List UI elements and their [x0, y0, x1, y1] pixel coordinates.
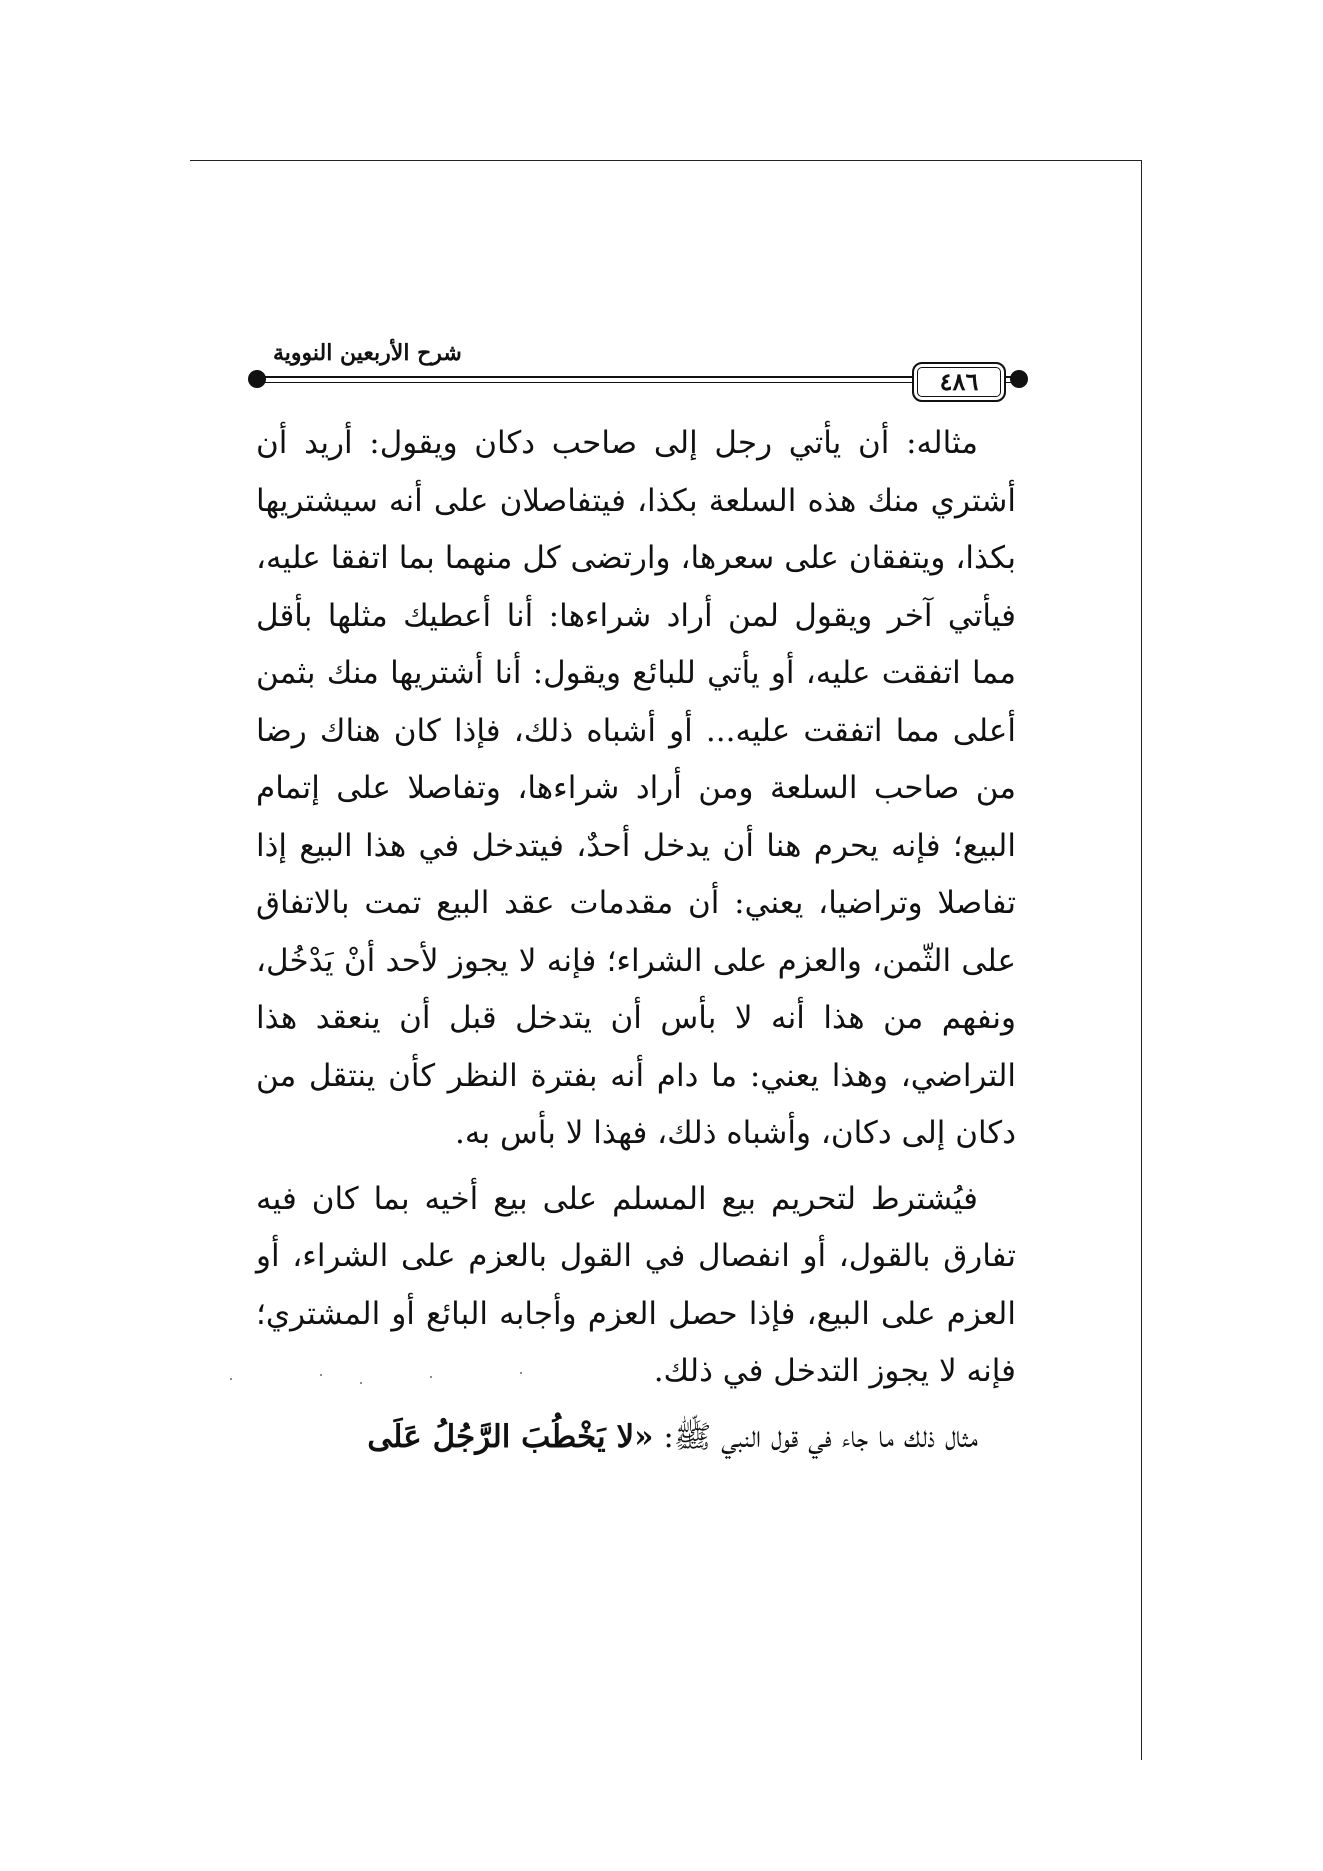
header-rule — [262, 376, 1014, 378]
page-number: ٤٨٦ — [912, 362, 1006, 402]
speck — [430, 1376, 432, 1378]
speck — [230, 1378, 232, 1380]
speck — [320, 1374, 322, 1376]
scan-specks — [200, 1370, 700, 1390]
paragraph-1: مثاله: أن يأتي رجل إلى صاحب دكان ويقول: أريد أن أشتري منك هذه السلعة بكذا، فيتفاصلان على أنه سيشتريها بكذا، ويتفقان على سعرها، وارتضى كل منهما بما اتفقا عليه، فيأتي آخر ويقول لمن أراد شراءها: أنا أعطيك مثلها بأقل مما اتفقت عليه، أو يأتي للبائع ويقول: أنا أشتريها منك بثمن أعلى مما اتفقت عليه... أو أشباه ذلك، فإذا كان هناك رضا من صاحب السلعة ومن أراد شراءها، وتفاصلا على إتمام البيع؛ فإنه يحرم هنا أن يدخل أحدٌ، فيتدخل في هذا البيع إذا تفاصلا وتراضيا، يعني: أن مقدمات عقد البيع تمت بالاتفاق على الثّمن، والعزم على الشراء؛ فإنه لا يجوز لأحد أنْ يَدْخُل، ونفهم من هذا أنه لا بأس أن يتدخل قبل أن ينعقد هذا التراضي، وهذا يعني: ما دام أنه بفترة النظر كأن ينتقل من دكان إلى دكان، وأشباه ذلك، فهذا لا بأس به. — [256, 425, 1016, 1151]
header-rule-thin — [262, 382, 1014, 383]
right-border-rule — [1141, 160, 1142, 1760]
page-body — [256, 415, 1016, 1474]
speck — [520, 1372, 522, 1374]
page-header — [248, 340, 1028, 410]
ornament-dot-right — [1010, 370, 1028, 388]
ornament-dot-left — [248, 370, 266, 388]
book-title: شرح الأربعين النووية — [273, 340, 462, 366]
paragraph-3 — [256, 1409, 1016, 1467]
top-border-rule — [190, 160, 1142, 161]
hadith-quote: «لا يَخْطُبَ الرَّجُلُ عَلَى — [367, 1418, 654, 1455]
paragraph-2: فيُشترط لتحريم بيع المسلم على بيع أخيه بما كان فيه تفارق بالقول، أو انفصال في القول بالعزم على الشراء، أو العزم على البيع، فإذا حصل العزم وأجابه البائع أو المشتري؛ فإنه لا يجوز التدخل في ذلك. — [256, 1180, 1016, 1389]
example-intro: مثال ذلك ما جاء في قول النبي ﷺ: — [653, 1418, 978, 1455]
speck — [360, 1382, 362, 1384]
